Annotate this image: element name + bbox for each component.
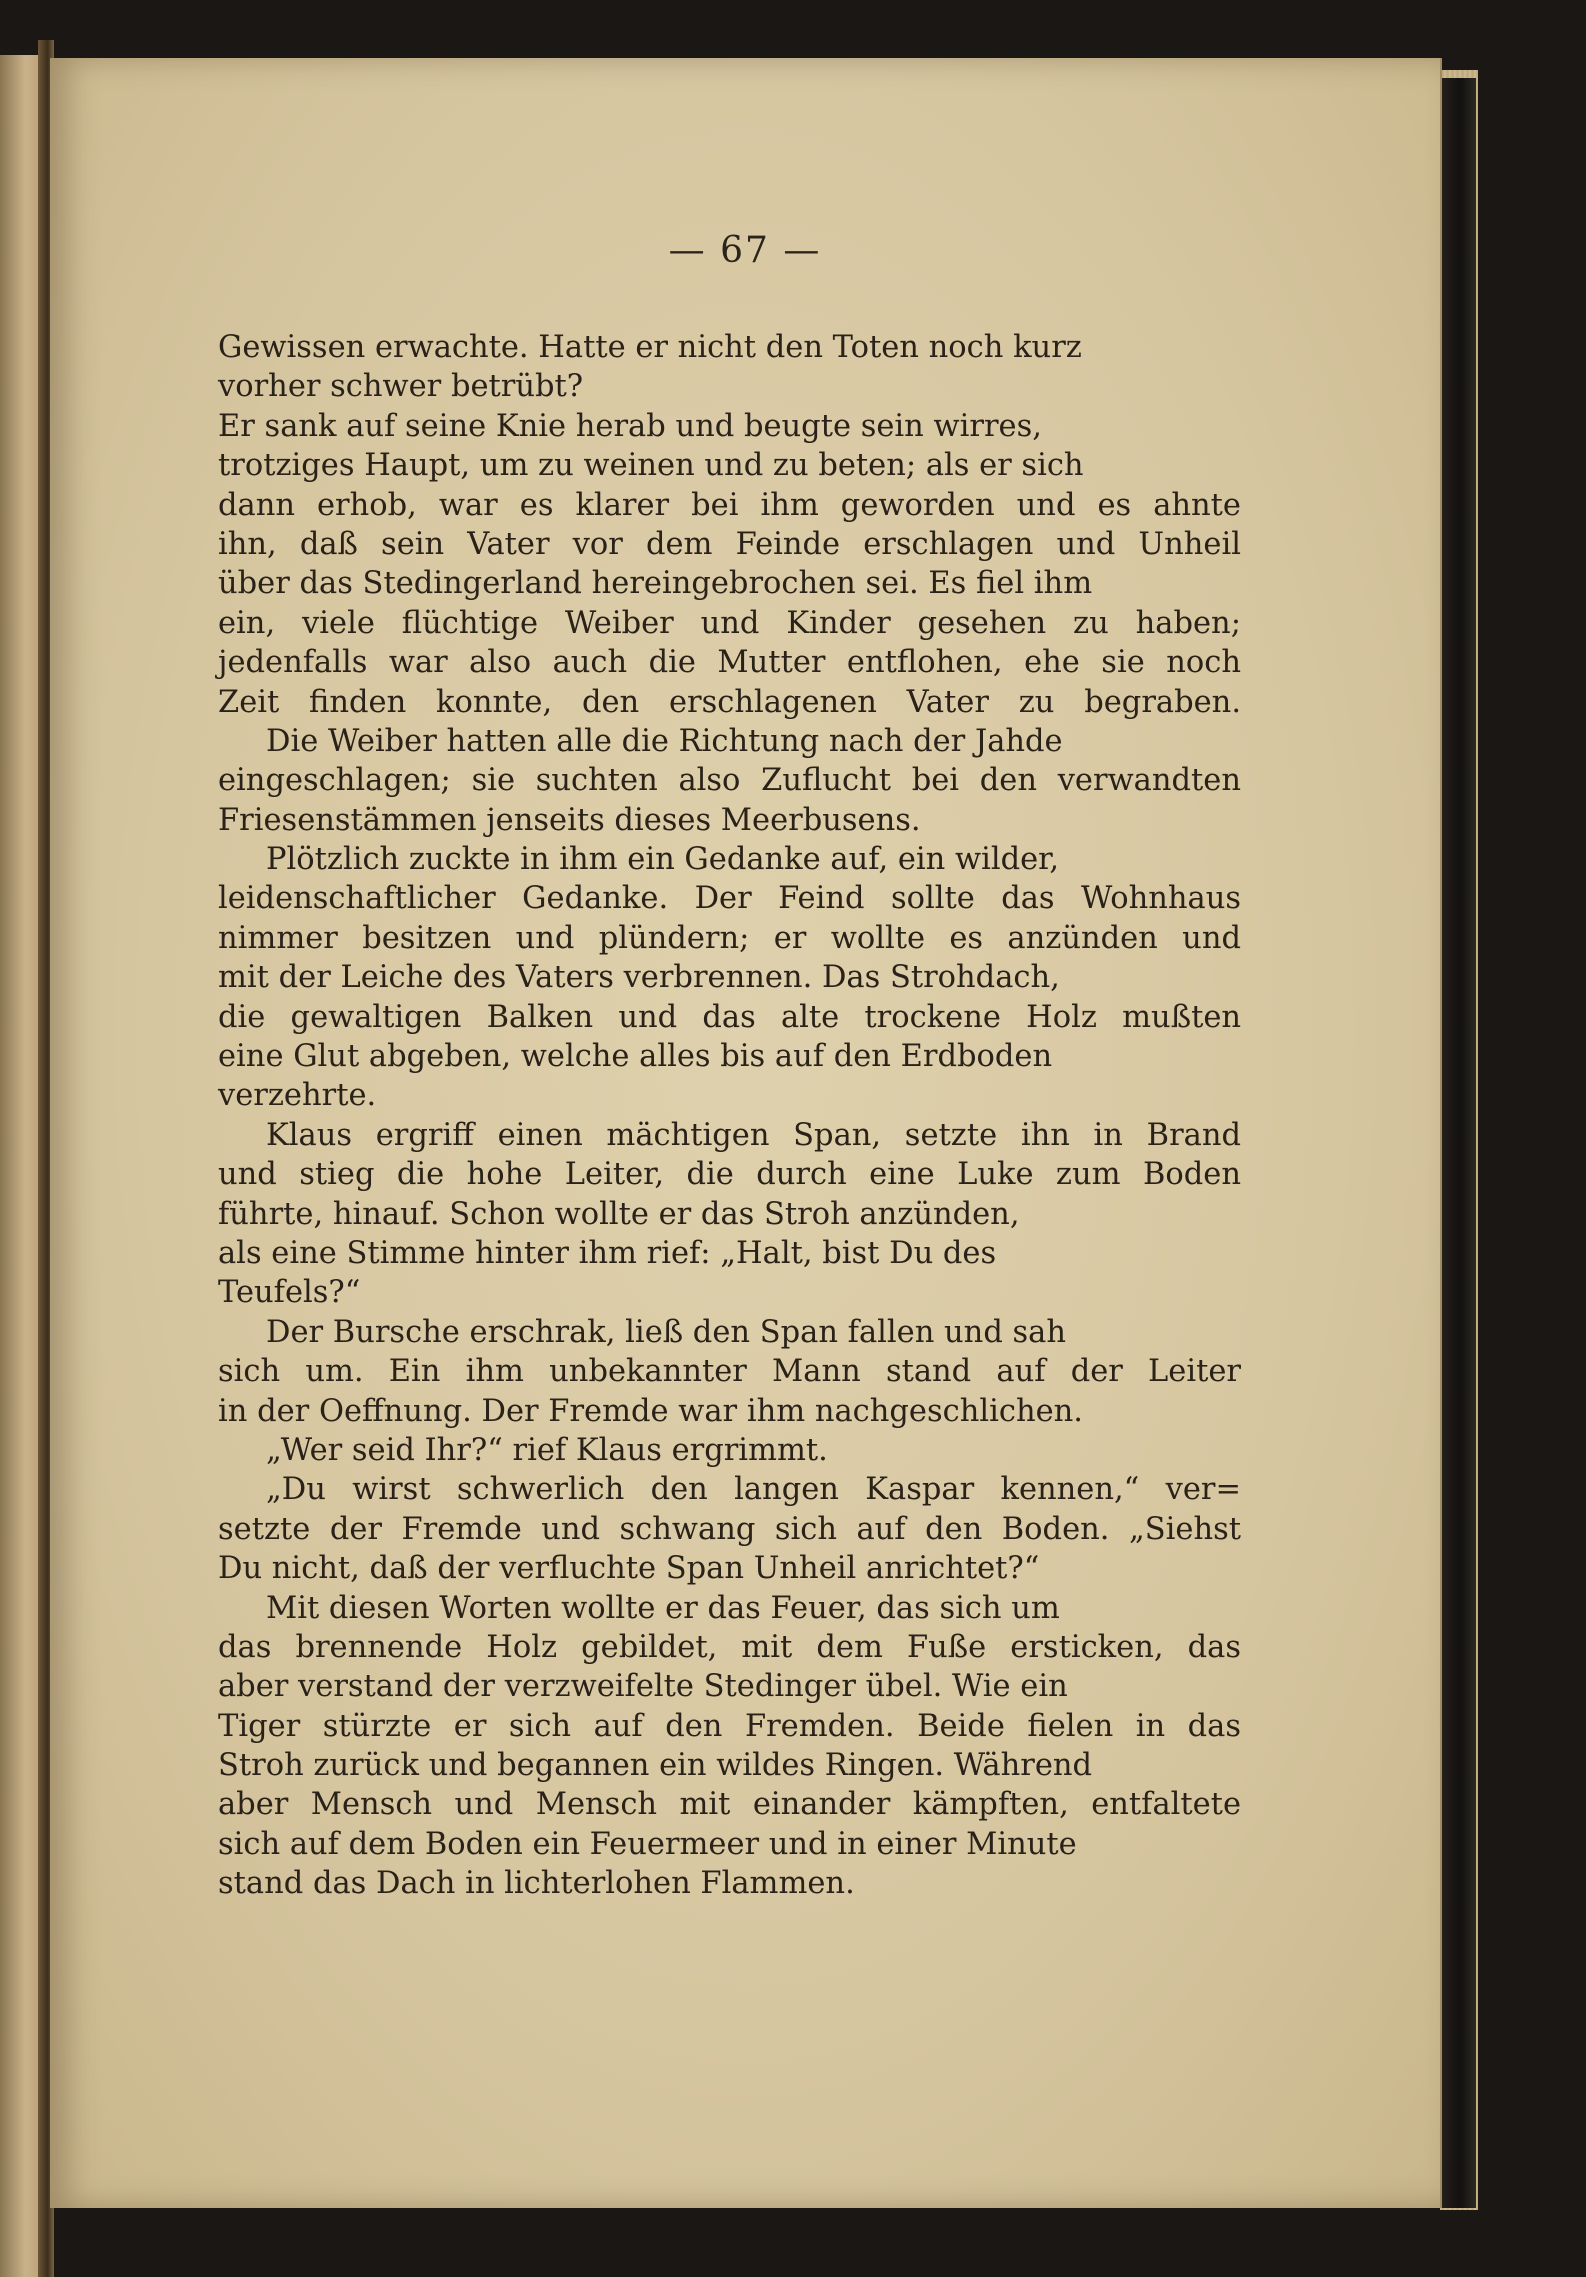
text-line: ihn, daß sein Vater vor dem Feinde erschlagen und Unheil (218, 526, 1241, 562)
text-line: trotziges Haupt, um zu weinen und zu beten; als er sich (218, 448, 1084, 484)
text-line: Plötzlich zuckte in ihm ein Gedanke auf, ein wilder, (266, 842, 1060, 878)
text-line: verzehrte. (218, 1078, 377, 1114)
text-line: Mit diesen Worten wollte er das Feuer, das sich um (266, 1590, 1060, 1626)
text-line: Du nicht, daß der verfluchte Span Unheil anrichtet?“ (218, 1551, 1040, 1587)
text-line: führte, hinauf. Schon wollte er das Stroh anzünden, (218, 1196, 1020, 1232)
text-line: sich um. Ein ihm unbekannter Mann stand auf der Leiter (218, 1354, 1242, 1390)
book-cover-edge (1436, 78, 1476, 2208)
text-line: Gewissen erwachte. Hatte er nicht den Toten noch kurz (218, 330, 1082, 365)
text-line: nimmer besitzen und plündern; er wollte es anzünden und (218, 920, 1241, 956)
text-line: setzte der Fremde und schwang sich auf den Boden. „Siehst (218, 1511, 1241, 1547)
text-line: ein, viele flüchtige Weiber und Kinder gesehen zu haben; (218, 605, 1241, 641)
text-line: sich auf dem Boden ein Feuermeer und in einer Minute (218, 1826, 1077, 1862)
text-line: die gewaltigen Balken und das alte trockene Holz mußten (218, 999, 1242, 1035)
text-line: jedenfalls war also auch die Mutter entflohen, ehe sie noch (218, 645, 1241, 681)
text-line: Friesenstämmen jenseits dieses Meerbusens. (218, 802, 921, 838)
text-line: dann erhob, war es klarer bei ihm geworden und es ahnte (218, 487, 1241, 523)
text-line: vorher schwer betrübt? (218, 369, 584, 405)
text-line: in der Oeffnung. Der Fremde war ihm nachgeschlichen. (218, 1393, 1083, 1429)
text-line: „Du wirst schwerlich den langen Kaspar kennen,“ ver= (266, 1472, 1242, 1508)
text-line: über das Stedingerland hereingebrochen sei. Es fiel ihm (218, 566, 1093, 602)
text-line: das brennende Holz gebildet, mit dem Fuße ersticken, das (218, 1629, 1242, 1665)
text-line: aber verstand der verzweifelte Stedinger übel. Wie ein (218, 1669, 1068, 1705)
text-line: als eine Stimme hinter ihm rief: „Halt, bist Du des (218, 1235, 997, 1271)
text-line: eingeschlagen; sie suchten also Zuflucht bei den verwandten (218, 763, 1241, 799)
text-line: aber Mensch und Mensch mit einander kämpften, entfaltete (218, 1787, 1241, 1823)
text-line: stand das Dach in lichterlohen Flammen. (218, 1866, 855, 1902)
text-line: Klaus ergriff einen mächtigen Span, setzte ihn in Brand (266, 1117, 1241, 1153)
text-line: Teufels?“ (218, 1275, 361, 1311)
text-line: Er sank auf seine Knie herab und beugte sein wirres, (218, 408, 1042, 444)
text-line: Zeit finden konnte, den erschlagenen Vater zu begraben. (218, 684, 1242, 720)
body-text (218, 328, 1241, 1904)
text-line: eine Glut abgeben, welche alles bis auf den Erdboden (218, 1039, 1053, 1075)
text-line: „Wer seid Ihr?“ rief Klaus ergrimmt. (266, 1432, 828, 1468)
text-line: und stieg die hohe Leiter, die durch eine Luke zum Boden (218, 1157, 1241, 1193)
text-line: Stroh zurück und begannen ein wildes Ringen. Während (218, 1748, 1093, 1784)
text-line: Tiger stürzte er sich auf den Fremden. Beide fielen in das (218, 1708, 1242, 1744)
text-line: Die Weiber hatten alle die Richtung nach der Jahde (266, 723, 1063, 759)
book-page (50, 58, 1442, 2208)
page-number: — 67 — (668, 230, 822, 271)
text-line: mit der Leiche des Vaters verbrennen. Das Strohdach, (218, 960, 1060, 996)
text-line: leidenschaftlicher Gedanke. Der Feind sollte das Wohnhaus (218, 881, 1242, 917)
text-line: Der Bursche erschrak, ließ den Span fallen und sah (266, 1314, 1067, 1350)
